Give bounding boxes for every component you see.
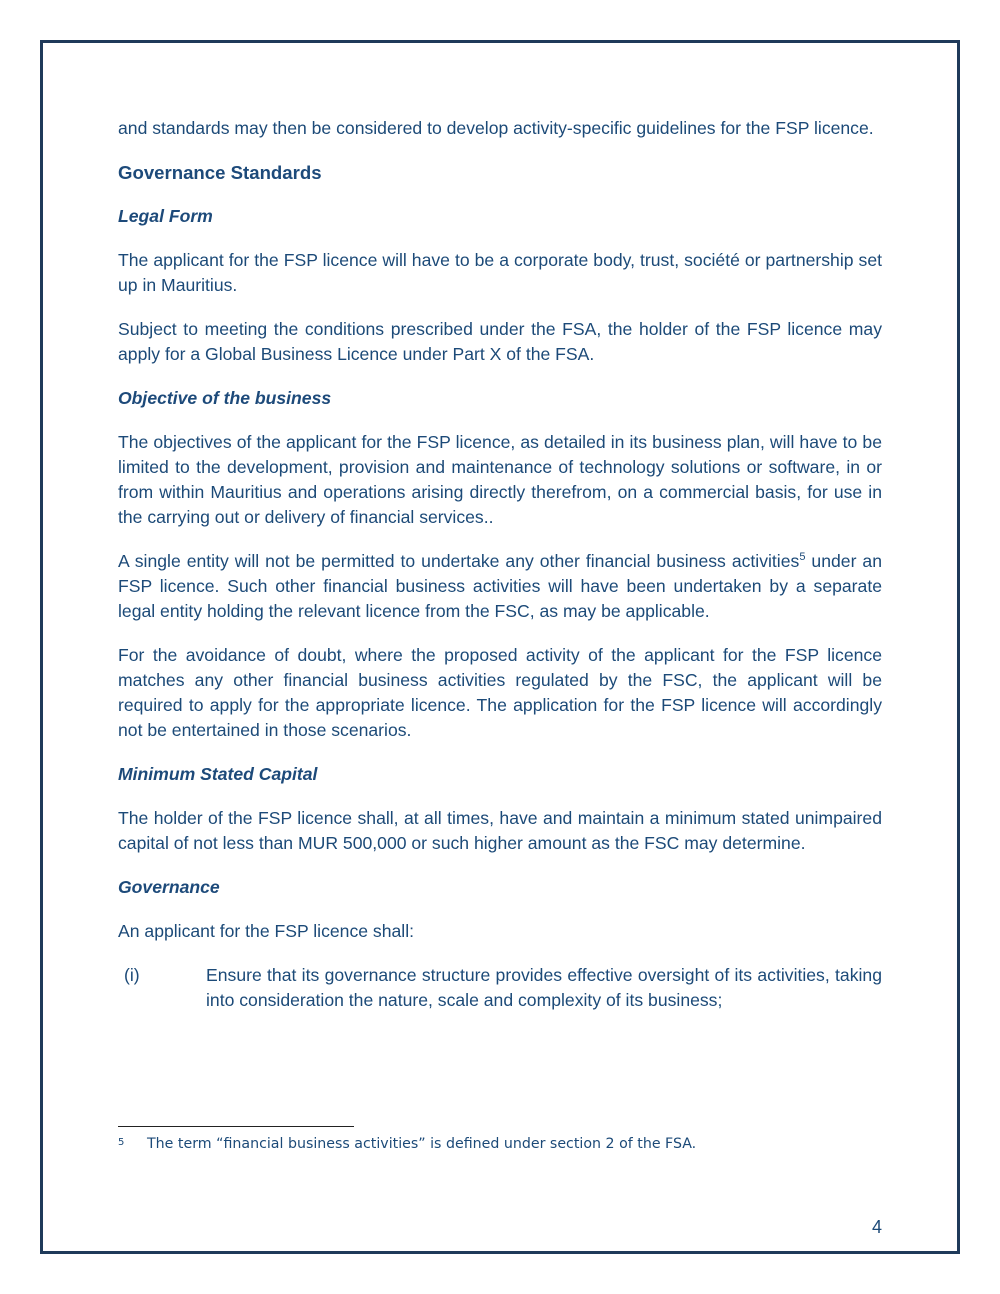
list-item-text: Ensure that its governance structure provides effective oversight of its activities, taking into consideration the nature, scale and complexity of its business; bbox=[206, 965, 882, 1010]
footnote-divider bbox=[118, 1126, 354, 1127]
objective-paragraph bbox=[118, 549, 882, 624]
section-title: Governance Standards bbox=[118, 162, 322, 183]
governance-intro: An applicant for the FSP licence shall: bbox=[118, 921, 415, 941]
legal-form-heading: Legal Form bbox=[118, 206, 213, 226]
objective-text-end: under an FSP licence. Such other financial business activities will have been undertaken by a separate legal entity holding the relevant licence from the FSC, as may be applicable. bbox=[118, 551, 882, 621]
page-number: 4 bbox=[871, 1217, 882, 1237]
footnote-reference[interactable]: 5 bbox=[799, 551, 806, 564]
document-body bbox=[118, 116, 882, 1032]
capital-paragraph: The holder of the FSP licence shall, at all times, have and maintain a minimum stated unimpaired capital of not less than MUR 500,000 or such higher amount as the FSC may determine. bbox=[118, 808, 882, 853]
capital-heading: Minimum Stated Capital bbox=[118, 764, 318, 784]
objective-paragraph: The objectives of the applicant for the FSP licence, as detailed in its business plan, will have to be limited to the development, provision and maintenance of technology solutions or software, in or from within Mauritius and operations arising directly therefrom, on a commercial basis, for use in the carrying out or delivery of financial services.. bbox=[118, 432, 882, 527]
objective-heading: Objective of the business bbox=[118, 388, 332, 408]
legal-form-paragraph: The applicant for the FSP licence will have to be a corporate body, trust, société or partnership set up in Mauritius. bbox=[118, 250, 882, 295]
list-marker: (i) bbox=[124, 965, 140, 985]
list-item bbox=[118, 963, 882, 1013]
footnote-mark: 5 bbox=[118, 1137, 125, 1148]
legal-form-paragraph: Subject to meeting the conditions prescribed under the FSA, the holder of the FSP licence may apply for a Global Business Licence under Part X of the FSA. bbox=[118, 319, 882, 364]
governance-heading: Governance bbox=[118, 877, 220, 897]
intro-paragraph: and standards may then be considered to develop activity-specific guidelines for the FSP licence. bbox=[118, 118, 874, 138]
objective-paragraph: For the avoidance of doubt, where the proposed activity of the applicant for the FSP licence matches any other financial business activities regulated by the FSC, the applicant will be required to apply for the appropriate licence. The application for the FSP licence will accordingly not be entertained in those scenarios. bbox=[118, 645, 882, 740]
objective-text-start: A single entity will not be permitted to undertake any other financial business activities bbox=[118, 551, 800, 571]
footnote-text: The term “financial business activities” is defined under section 2 of the FSA. bbox=[147, 1136, 697, 1152]
footnote bbox=[118, 1136, 882, 1152]
